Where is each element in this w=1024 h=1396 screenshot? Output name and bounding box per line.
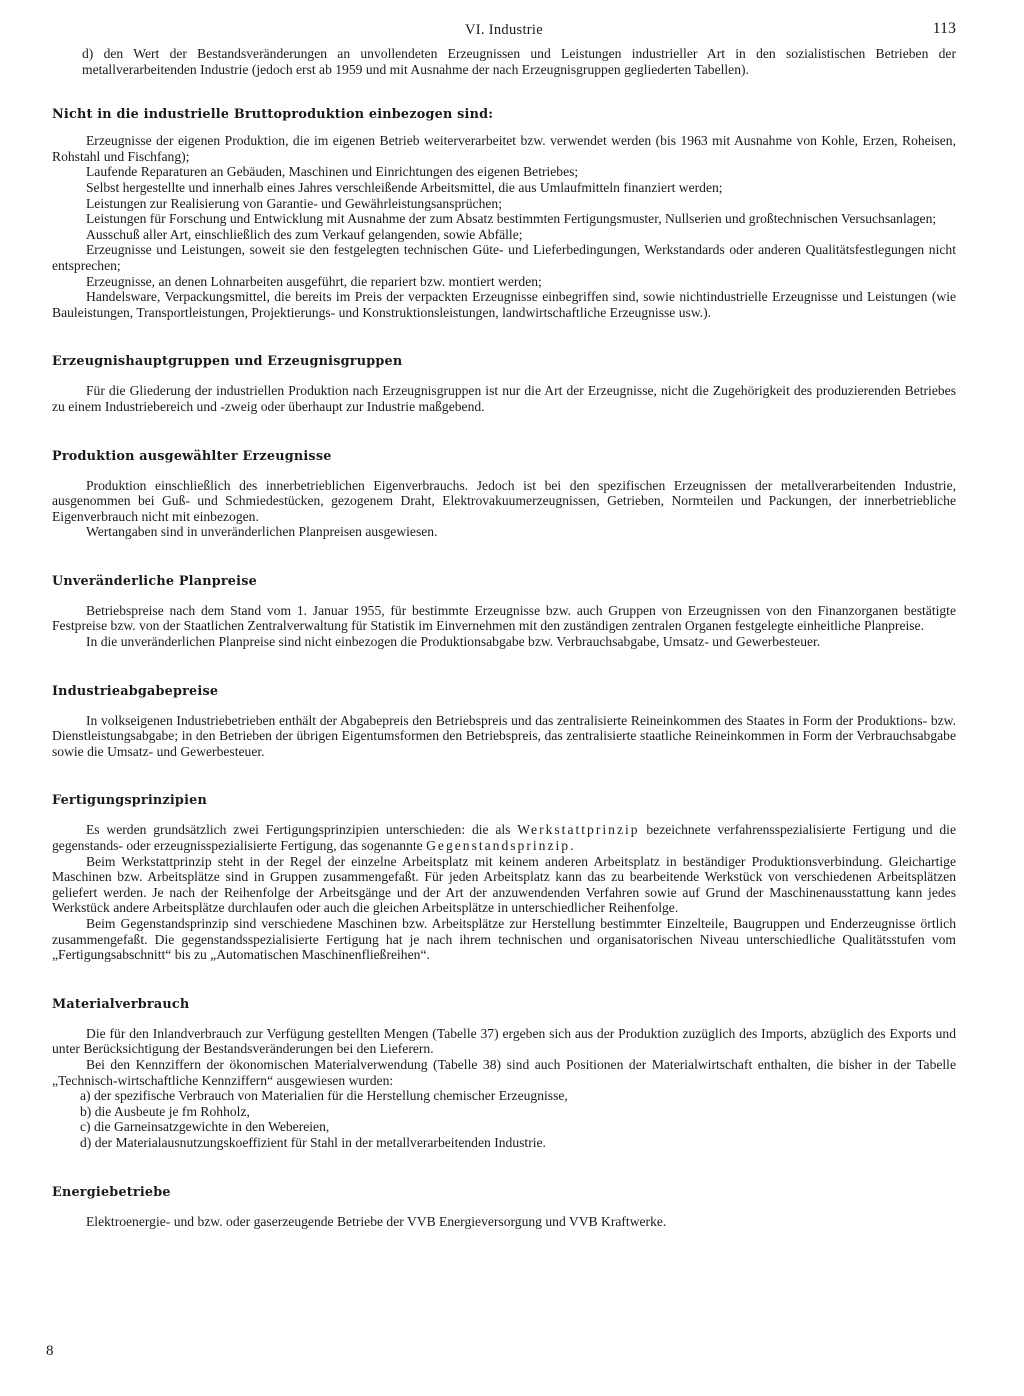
section-body: [52, 1214, 956, 1230]
paragraph: Leistungen zur Realisierung von Garantie- und Gewährleistungsansprüchen;: [86, 195, 502, 211]
list-item: c) die Garneinsatzgewichte in den Webereien,: [80, 1119, 330, 1135]
page-number: 113: [932, 20, 956, 37]
paragraph: Beim Werkstattprinzip steht in der Regel der einzelne Arbeitsplatz mit keinem anderen Arbeitsplatz in beständiger Produktionsverbindung. Gleichartige Maschinen bzw. Arbeitsplätze sind in Gruppen zusammengefaßt. Für jeden Arbeitsplatz kann das zu bearbeitende Werkstück von verschiedenen Arbeitsplätzen geliefert werden. Je nach der Reihenfolge der Arbeitsgänge und der Art der anzuwendenden Verfahren sowie auf Grund der Maschinenausstattung kann jedes Werkstück andere Arbeitsplätze durchlaufen oder auch die gleichen Arbeitsplätze in unterschiedlicher Reihenfolge.: [52, 853, 956, 916]
section-energiebetriebe: [52, 1185, 956, 1230]
paragraph: Für die Gliederung der industriellen Produktion nach Erzeugnisgruppen ist nur die Art der Erzeugnisse, nicht die Zugehörigkeit des produzierenden Betriebes zu einem Industriebereich und -zweig oder überhaupt zur Industrie maßgebend.: [52, 383, 956, 414]
section-body: [52, 1026, 956, 1151]
section-body: [52, 133, 956, 320]
material-list: [52, 1088, 956, 1150]
section-heading: Produktion ausgewählter Erzeugnisse: [52, 448, 332, 464]
list-item: d) der Materialausnutzungskoeffizient für Stahl in der metallverarbeitenden Industrie.: [80, 1134, 546, 1150]
paragraph: Handelsware, Verpackungsmittel, die bereits im Preis der verpackten Erzeugnisse einbegriffen sind, sowie nichtindustrielle Erzeugnisse und Leistungen (wie Bauleistungen, Transportleistungen, Projektierungs- und Konstruktionsleistungen, landwirtschaftliche Erzeugnisse usw.).: [52, 289, 956, 320]
paragraph: Beim Gegenstandsprinzip sind verschiedene Maschinen bzw. Arbeitsplätze zur Herstellung bestimmter Einzelteile, Baugruppen und Enderzeugnisse örtlich zusammengefaßt. Die gegenstandsspezialisierte Fertigung hat je nach ihrem technischen und organisatorischen Niveau unterschiedliche Qualitätsstufen vom „Fertigungsabschnitt“ bis zu „Automatischen Maschinenfließreihen“.: [52, 916, 956, 963]
section-body: [52, 603, 956, 650]
section-materialverbrauch: [52, 997, 956, 1151]
section-heading: Erzeugnishauptgruppen und Erzeugnisgruppen: [52, 354, 403, 370]
text-run: bezeichnete verfahrensspezialisierte Fertigung und die gegenstands- oder erzeugnisspezialisierte Fertigung, das sogenannte: [52, 822, 956, 854]
section-body: [52, 478, 956, 540]
section-produktion-ausgewaehlter-erzeugnisse: [52, 449, 956, 540]
paragraph: Elektroenergie- und bzw. oder gaserzeugende Betriebe der VVB Energieversorgung und VVB Kraftwerke.: [86, 1213, 667, 1229]
paragraph: Ausschuß aller Art, einschließlich des zum Verkauf gelangenden, sowie Abfälle;: [86, 226, 523, 242]
chapter-title: VI. Industrie: [465, 22, 543, 38]
section-body: [52, 383, 956, 414]
section-heading: Materialverbrauch: [52, 996, 190, 1012]
term-gegenstandsprinzip: Gegenstandsprinzip: [426, 838, 571, 854]
paragraph: Erzeugnisse der eigenen Produktion, die im eigenen Betrieb weiterverarbeitet bzw. verwendet werden (bis 1963 mit Ausnahme von Kohle, Erzen, Roheisen, Rohstahl und Fischfang);: [52, 133, 956, 164]
section-heading: Fertigungsprinzipien: [52, 793, 207, 809]
section-heading: Energiebetriebe: [52, 1184, 171, 1200]
intro-list-item: d) den Wert der Bestandsveränderungen an unvollendeten Erzeugnissen und Leistungen industrieller Art in den sozialistischen Betrieben der metallverarbeitenden Industrie (jedoch erst ab 1959 und mit Ausnahme der nach Erzeugnisgruppen gegliederten Tabellen).: [82, 46, 956, 77]
page: [52, 20, 956, 1229]
list-item: b) die Ausbeute je fm Rohholz,: [80, 1103, 250, 1119]
paragraph: Produktion einschließlich des innerbetrieblichen Eigenverbrauchs. Jedoch ist bei den spezifischen Erzeugnissen der metallverarbeitenden Industrie, ausgenommen bei Guß- und Schmiedestücken, gezogenem Draht, Elektrovakuumerzeugnissen, Getrieben, Normteilen und Packungen, der innerbetriebliche Eigenverbrauch nicht mit einbezogen.: [52, 477, 956, 524]
paragraph: Selbst hergestellte und innerhalb eines Jahres verschleißende Arbeitsmittel, die aus Umlaufmitteln finanziert werden;: [86, 179, 723, 195]
list-item: a) der spezifische Verbrauch von Materialien für die Herstellung chemischer Erzeugnisse,: [80, 1088, 568, 1104]
section-industrieabgabepreise: [52, 684, 956, 760]
paragraph: Wertangaben sind in unveränderlichen Planpreisen ausgewiesen.: [86, 524, 438, 540]
section-bruttoproduktion-exclusions: [52, 107, 956, 320]
paragraph: Erzeugnisse und Leistungen, soweit sie den festgelegten technischen Güte- und Lieferbedingungen, Werkstandards oder anderen Qualitätsfestlegungen nicht entsprechen;: [52, 242, 956, 273]
paragraph: Bei den Kennziffern der ökonomischen Materialverwendung (Tabelle 38) sind auch Positionen der Materialwirtschaft enthalten, die bisher in der Tabelle „Technisch-wirtschaftliche Kennziffern“ ausgewiesen wurden:: [52, 1056, 956, 1088]
paragraph: [52, 822, 956, 853]
text-run: Es werden grundsätzlich zwei Fertigungsprinzipien unterschieden: die als: [86, 822, 518, 838]
paragraph: In die unveränderlichen Planpreise sind nicht einbezogen die Produktionsabgabe bzw. Verbrauchsabgabe, Umsatz- und Gewerbesteuer.: [86, 634, 821, 650]
paragraph: Die für den Inlandverbrauch zur Verfügung gestellten Mengen (Tabelle 37) ergeben sich aus der Produktion zuzüglich des Imports, abzüglich des Exports und unter Berücksichtigung der Bestandsveränderungen bei den Lieferern.: [52, 1025, 956, 1057]
paragraph: In volkseigenen Industriebetrieben enthält der Abgabepreis den Betriebspreis und das zentralisierte Reineinkommen des Staates in Form der Produktions- bzw. Dienstleistungsabgabe; in den Betrieben der übrigen Eigentumsformen den Betriebspreis, das zentralisierte staatliche Reineinkommen in Form der Verbrauchsabgabe sowie die Umsatz- und Gewerbesteuer.: [52, 712, 956, 759]
section-erzeugnisgruppen: [52, 354, 956, 414]
text-run: .: [570, 838, 574, 854]
term-werkstattprinzip: Werkstattprinzip: [517, 822, 640, 838]
paragraph: Erzeugnisse, an denen Lohnarbeiten ausgeführt, die repariert bzw. montiert werden;: [86, 273, 542, 289]
section-heading: Nicht in die industrielle Bruttoproduktion einbezogen sind:: [52, 107, 494, 123]
section-body: [52, 822, 956, 962]
folio-number: 8: [46, 1343, 54, 1359]
section-heading: Industrieabgabepreise: [52, 683, 219, 699]
paragraph: Betriebspreise nach dem Stand vom 1. Januar 1955, für bestimmte Erzeugnisse bzw. auch Gruppen von Erzeugnissen von den Finanzorganen bestätigte Festpreise bzw. von der Staatlichen Zentralverwaltung für Statistik im Einvernehmen mit den zuständigen zentralen Organen festgelegte einheitliche Planpreise.: [52, 602, 956, 634]
paragraph: Leistungen für Forschung und Entwicklung mit Ausnahme der zum Absatz bestimmten Fertigungsmuster, Nullserien und großtechnischen Versuchsanlagen;: [86, 211, 937, 227]
running-head: [52, 20, 956, 46]
section-heading: Unveränderliche Planpreise: [52, 573, 257, 589]
section-planpreise: [52, 574, 956, 650]
paragraph: Laufende Reparaturen an Gebäuden, Maschinen und Einrichtungen des eigenen Betriebes;: [86, 164, 579, 180]
section-fertigungsprinzipien: [52, 793, 956, 962]
section-body: [52, 713, 956, 760]
